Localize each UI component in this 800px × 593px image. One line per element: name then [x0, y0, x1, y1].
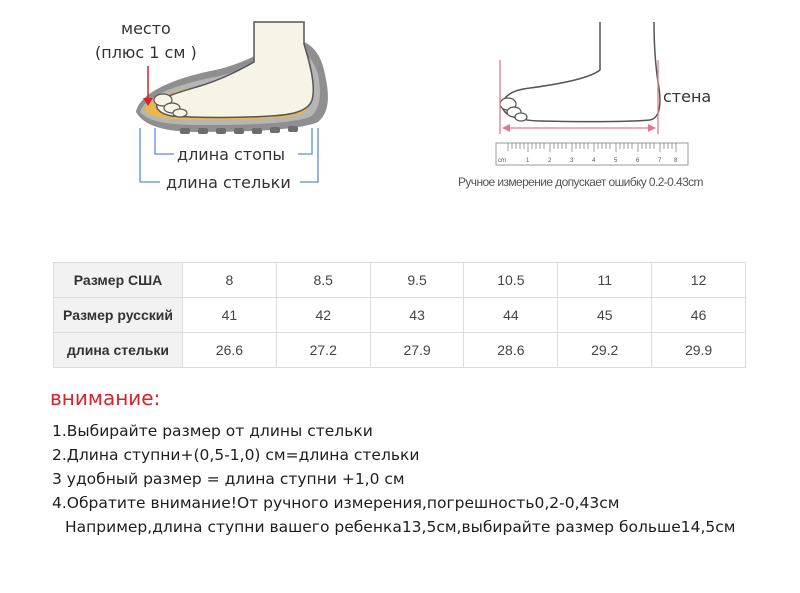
- table-cell: 42: [276, 298, 370, 333]
- notice-line: 2.Длина ступни+(0,5-1,0) см=длина стельки: [52, 446, 420, 464]
- table-cell: 46: [652, 298, 746, 333]
- foot-in-shoe-illustration: [0, 0, 400, 200]
- size-table: [53, 262, 746, 368]
- ruler-tick-label: 7: [658, 158, 662, 164]
- ruler-tick-label: 2: [548, 158, 552, 164]
- ruler-unit: cm: [498, 158, 506, 164]
- table-row-us-size: [54, 263, 746, 298]
- table-cell: 29.9: [652, 333, 746, 368]
- notice-line: Например,длина ступни вашего ребенка13,5см,выбирайте размер больше14,5см: [65, 518, 736, 536]
- toe-space-note: (плюс 1 см ): [95, 43, 197, 62]
- insole-length-label: длина стельки: [166, 173, 291, 192]
- ruler: [496, 143, 688, 165]
- table-cell: 8: [183, 263, 277, 298]
- row-header: длина стельки: [54, 333, 183, 368]
- toe-space-label: место: [121, 19, 171, 38]
- row-header: Размер США: [54, 263, 183, 298]
- notice-line: 3 удобный размер = длина ступни +1,0 см: [52, 470, 405, 488]
- row-header: Размер русский: [54, 298, 183, 333]
- table-cell: 27.2: [276, 333, 370, 368]
- ruler-tick-label: 3: [570, 158, 574, 164]
- measurement-note: Ручное измерение допускает ошибку 0.2-0.43cm: [458, 175, 703, 189]
- table-cell: 9.5: [370, 263, 464, 298]
- table-cell: 26.6: [183, 333, 277, 368]
- table-cell: 11: [558, 263, 652, 298]
- table-cell: 28.6: [464, 333, 558, 368]
- ruler-tick-label: 5: [614, 158, 618, 164]
- table-cell: 29.2: [558, 333, 652, 368]
- foot-wall-illustration: [450, 0, 780, 200]
- table-row-ru-size: [54, 298, 746, 333]
- shoe-foot-diagram: [0, 0, 400, 200]
- table-row-insole-length: [54, 333, 746, 368]
- notice-line: 1.Выбирайте размер от длины стельки: [52, 422, 373, 440]
- ruler-tick-label: 8: [674, 158, 678, 164]
- table-cell: 43: [370, 298, 464, 333]
- ruler-tick-label: 1: [526, 158, 530, 164]
- table-cell: 27.9: [370, 333, 464, 368]
- table-cell: 10.5: [464, 263, 558, 298]
- notice-title: внимание:: [50, 386, 161, 410]
- table-cell: 8.5: [276, 263, 370, 298]
- table-cell: 12: [652, 263, 746, 298]
- ruler-tick-label: 6: [636, 158, 640, 164]
- table-cell: 44: [464, 298, 558, 333]
- foot-length-label: длина стопы: [177, 145, 286, 164]
- foot-measure-diagram: [450, 0, 780, 200]
- notice-line: 4.Обратите внимание!От ручного измерения,погрешность0,2-0,43см: [52, 494, 620, 512]
- table-cell: 45: [558, 298, 652, 333]
- table-cell: 41: [183, 298, 277, 333]
- wall-label: стена: [663, 87, 712, 106]
- ruler-tick-label: 4: [592, 158, 596, 164]
